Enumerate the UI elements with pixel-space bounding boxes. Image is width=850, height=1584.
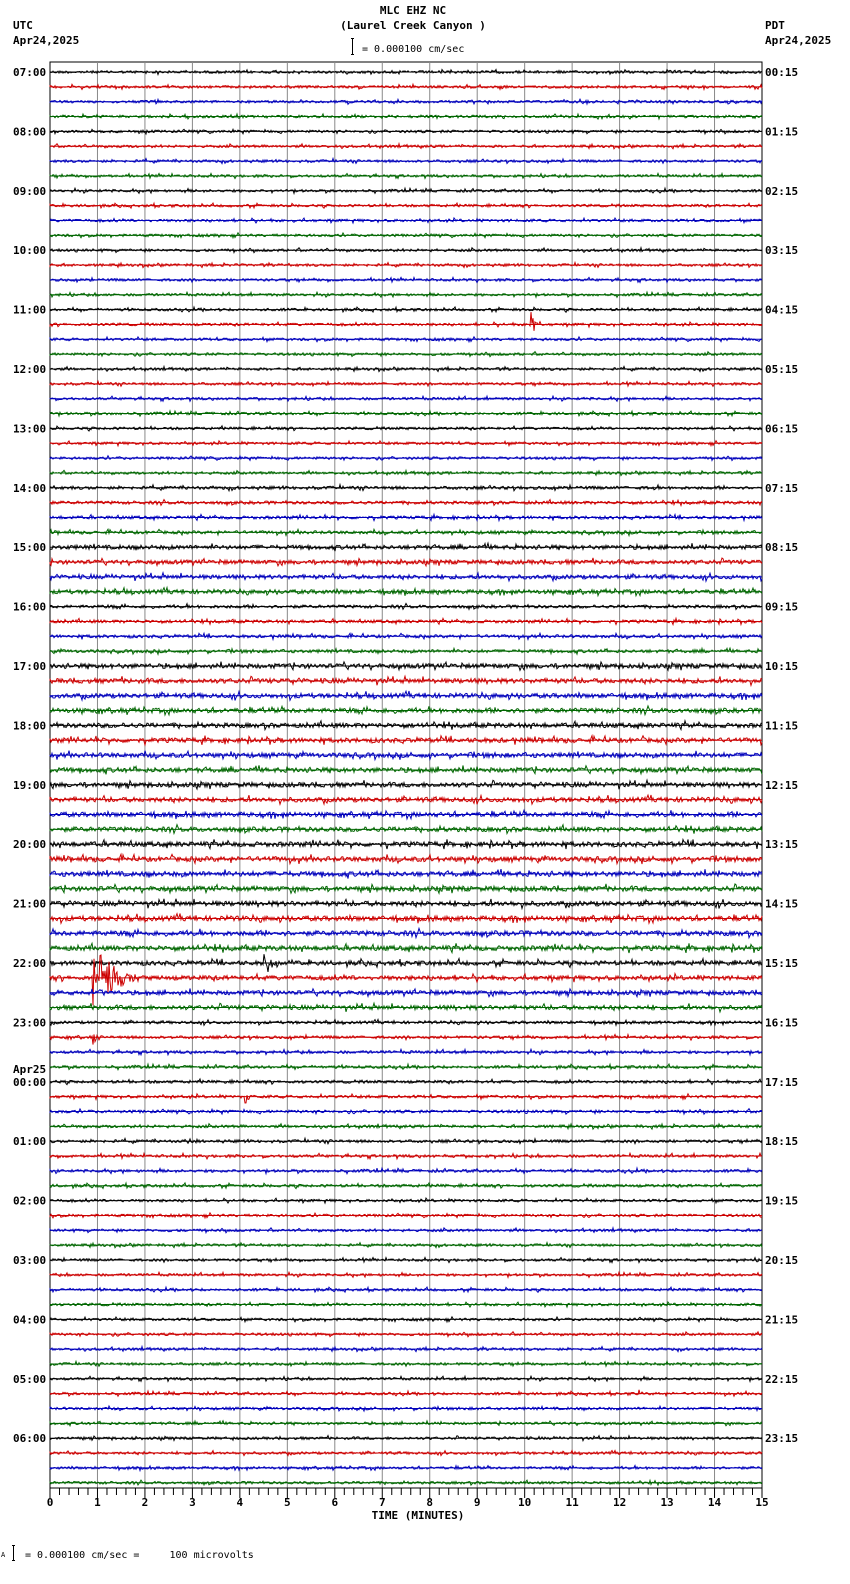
footer-prefix: A [1,1551,6,1559]
trace-line [50,618,762,624]
pdt-hour-label: 10:15 [765,660,799,673]
trace-line [50,312,762,331]
trace-line [50,173,762,178]
trace-line [50,1436,762,1441]
utc-hour-label: 07:00 [13,66,47,79]
pdt-hour-label: 11:15 [765,719,799,733]
utc-hour-label: 21:00 [13,897,47,911]
x-tick-label: 4 [236,1496,244,1509]
trace-line [50,144,762,149]
trace-line [50,233,762,238]
utc-hour-label: 23:00 [13,1016,47,1030]
utc-hour-label: 14:00 [13,481,47,495]
pdt-hour-label: 20:15 [765,1254,799,1267]
x-tick-label: 1 [94,1496,101,1509]
utc-hour-label: 04:00 [13,1313,47,1327]
utc-hour-label: 08:00 [13,125,47,139]
utc-hour-label: 20:00 [13,838,47,852]
utc-hour-labels [13,66,46,1445]
trace-line [50,1124,762,1129]
trace-line [50,188,762,193]
x-tick-label: 11 [565,1496,579,1509]
seismic-traces [50,70,762,1486]
footer-scale-bar-icon [12,1545,15,1561]
x-tick-label: 6 [331,1496,339,1509]
utc-hour-label: 19:00 [13,778,47,792]
utc-hour-label: 18:00 [13,719,47,733]
pdt-hour-label: 14:15 [765,897,799,911]
trace-line [50,1243,762,1248]
x-tick-label: 2 [141,1496,149,1509]
x-tick-label: 15 [755,1496,769,1509]
left-timezone: UTC [13,19,33,32]
trace-line [50,543,762,551]
pdt-hour-label: 15:15 [765,957,799,970]
trace-line [50,1094,762,1103]
pdt-hour-label: 18:15 [765,1135,799,1149]
pdt-hour-label: 04:15 [765,303,799,317]
x-tick-label: 10 [518,1496,532,1509]
trace-line [50,1421,762,1426]
scale-label: = 0.000100 cm/sec [362,44,465,55]
pdt-hour-label: 17:15 [765,1075,799,1089]
utc-hour-label: 22:00 [13,957,47,970]
pdt-hour-label: 21:15 [765,1313,799,1327]
pdt-hour-label: 22:15 [765,1372,799,1386]
x-tick-label: 0 [46,1496,54,1509]
trace-line [50,1034,762,1044]
pdt-hour-label: 08:15 [765,541,799,555]
x-tick-label: 9 [473,1496,481,1509]
right-timezone: PDT [765,19,785,32]
pdt-hour-label: 07:15 [765,481,799,495]
utc-hour-label: 09:00 [13,184,47,198]
trace-line [50,70,762,75]
station-location: (Laurel Creek Canyon ) [340,19,486,32]
pdt-hour-label: 23:15 [765,1432,799,1446]
right-date: Apr24,2025 [765,34,832,47]
x-tick-label: 14 [707,1496,722,1509]
pdt-hour-label: 00:15 [765,66,799,79]
x-axis-title: TIME (MINUTES) [371,1509,465,1522]
utc-hour-label: 01:00 [13,1135,47,1149]
utc-hour-label: 03:00 [13,1254,47,1267]
x-tick-label: 7 [378,1496,386,1509]
trace-line [50,1138,762,1144]
pdt-hour-label: 01:15 [765,125,799,139]
trace-line [50,648,762,654]
trace-line [50,676,762,685]
pdt-hour-label: 05:15 [765,363,799,376]
pdt-hour-label: 16:15 [765,1016,799,1030]
x-tick-label: 13 [660,1496,674,1509]
pdt-hour-label: 12:15 [765,778,799,792]
utc-hour-label: 10:00 [13,244,47,258]
trace-line [50,99,762,104]
trace-line [50,456,762,461]
trace-line [50,1228,762,1233]
utc-hour-label: 12:00 [13,363,47,376]
trace-line [50,1390,762,1396]
trace-line [50,277,762,282]
trace-line [50,854,762,864]
date-change-label: Apr25 [13,1062,47,1076]
time-axis [47,1488,769,1522]
trace-line [50,1317,762,1322]
trace-line [50,367,762,372]
trace-line [50,248,762,253]
utc-hour-label: 06:00 [13,1432,47,1446]
trace-line [50,1064,762,1070]
x-tick-label: 8 [426,1496,434,1509]
trace-line [50,954,762,972]
pdt-hour-label: 09:15 [765,600,799,614]
utc-hour-label: 02:00 [13,1194,47,1208]
footer-scale-label: = 0.000100 cm/sec = 100 microvolts [25,1550,254,1561]
x-tick-label: 5 [284,1496,291,1509]
x-tick-label: 3 [189,1496,196,1509]
pdt-hour-label: 03:15 [765,244,799,258]
utc-hour-label: 00:00 [13,1075,47,1089]
utc-hour-label: 15:00 [13,541,47,555]
utc-hour-label: 11:00 [13,303,47,317]
trace-line [50,1079,762,1085]
left-date: Apr24,2025 [13,34,80,47]
pdt-hour-label: 02:15 [765,184,799,198]
pdt-hour-labels [765,66,798,1445]
trace-line [50,1347,762,1352]
utc-hour-label: 05:00 [13,1372,47,1386]
trace-line [50,396,762,401]
pdt-hour-label: 13:15 [765,838,799,852]
x-tick-label: 12 [612,1496,627,1509]
utc-hour-label: 17:00 [13,660,47,673]
station-title: MLC EHZ NC [379,4,447,17]
trace-line [50,633,762,639]
pdt-hour-label: 19:15 [765,1194,799,1208]
utc-hour-label: 16:00 [13,600,47,614]
pdt-hour-label: 06:15 [765,422,799,436]
utc-hour-label: 13:00 [13,422,47,436]
